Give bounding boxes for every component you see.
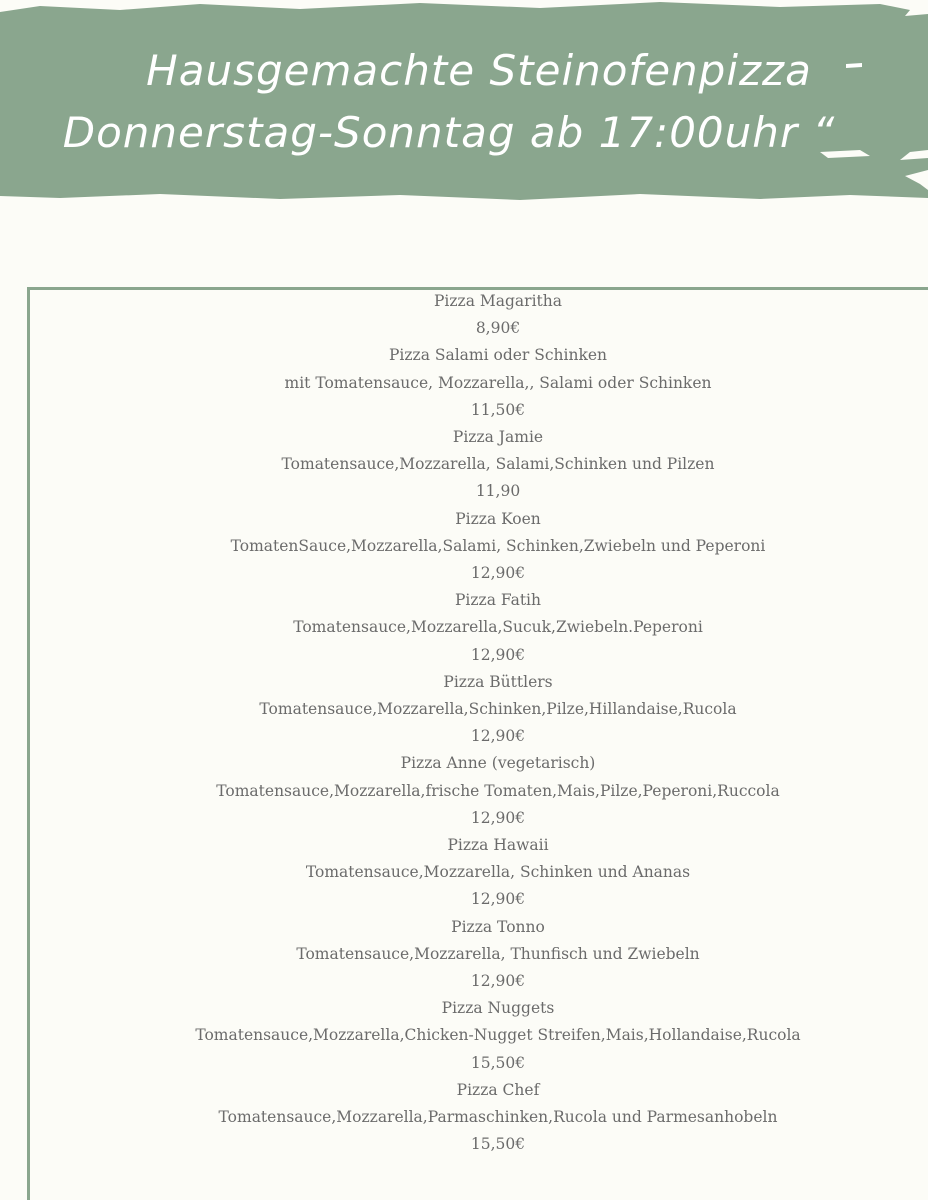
menu-item-name: Pizza Hawaii [447, 836, 549, 855]
banner-title: Hausgemachte Steinofenpizza [146, 46, 812, 95]
menu-item-description: Tomatensauce,Mozzarella,frische Tomaten,Mais,Pilze,Peperoni,Ruccola [216, 781, 780, 800]
menu-item-description: Tomatensauce,Mozzarella,Parmaschinken,Rucola und Parmesanhobeln [218, 1108, 778, 1127]
menu-item [30, 669, 928, 751]
menu-item-price: 12,90€ [470, 564, 526, 583]
menu-item-description: TomatenSauce,Mozzarella,Salami, Schinken,Zwiebeln und Peperoni [230, 536, 766, 555]
menu-item-price: 12,90€ [470, 727, 526, 746]
header-banner [0, 0, 928, 210]
menu-item [30, 750, 928, 832]
menu-item-description: Tomatensauce,Mozzarella, Salami,Schinken und Pilzen [281, 455, 715, 474]
menu-item [30, 914, 928, 996]
menu-item-description: Tomatensauce,Mozzarella,Chicken-Nugget Streifen,Mais,Hollandaise,Rucola [195, 1026, 801, 1045]
menu-item [30, 288, 928, 342]
menu-item-description: Tomatensauce,Mozzarella, Schinken und Ananas [305, 863, 691, 882]
menu-item-price: 15,50€ [470, 1135, 526, 1154]
menu-item [30, 1077, 928, 1159]
banner-subtitle: Donnerstag-Sonntag ab 17:00uhr “ [62, 108, 836, 157]
menu-item-name: Pizza Jamie [452, 428, 544, 447]
menu-item [30, 506, 928, 588]
menu-item-price: 15,50€ [470, 1053, 526, 1072]
menu-item-description: Tomatensauce,Mozzarella,Sucuk,Zwiebeln.Peperoni [293, 618, 703, 637]
menu-item [30, 424, 928, 506]
menu-item-price: 12,90€ [470, 808, 526, 827]
menu-item [30, 587, 928, 669]
menu-item-description: Tomatensauce,Mozzarella, Thunfisch und Zwiebeln [296, 944, 700, 963]
menu-item-price: 12,90€ [470, 972, 526, 991]
menu-item-description: mit Tomatensauce, Mozzarella,, Salami oder Schinken [284, 373, 712, 392]
pizza-menu-list [30, 288, 928, 1159]
menu-item-name: Pizza Anne (vegetarisch) [400, 754, 596, 773]
menu-item-name: Pizza Büttlers [443, 672, 553, 691]
menu-item [30, 995, 928, 1077]
menu-item-name: Pizza Fatih [455, 591, 541, 610]
menu-item-description: Tomatensauce,Mozzarella,Schinken,Pilze,Hillandaise,Rucola [259, 700, 737, 719]
menu-item-price: 11,50€ [470, 400, 526, 419]
menu-item [30, 832, 928, 914]
menu-item-price: 12,90€ [470, 890, 526, 909]
menu-item-name: Pizza Salami oder Schinken [388, 346, 608, 365]
menu-item-price: 8,90€ [475, 319, 521, 338]
menu-item-name: Pizza Koen [455, 509, 541, 528]
menu-item-name: Pizza Chef [456, 1080, 540, 1099]
menu-item-price: 11,90 [475, 482, 521, 501]
menu-item-name: Pizza Magaritha [434, 292, 562, 310]
menu-item-name: Pizza Nuggets [441, 999, 555, 1018]
menu-item [30, 342, 928, 424]
menu-item-name: Pizza Tonno [451, 917, 545, 936]
menu-item-price: 12,90€ [470, 645, 526, 664]
